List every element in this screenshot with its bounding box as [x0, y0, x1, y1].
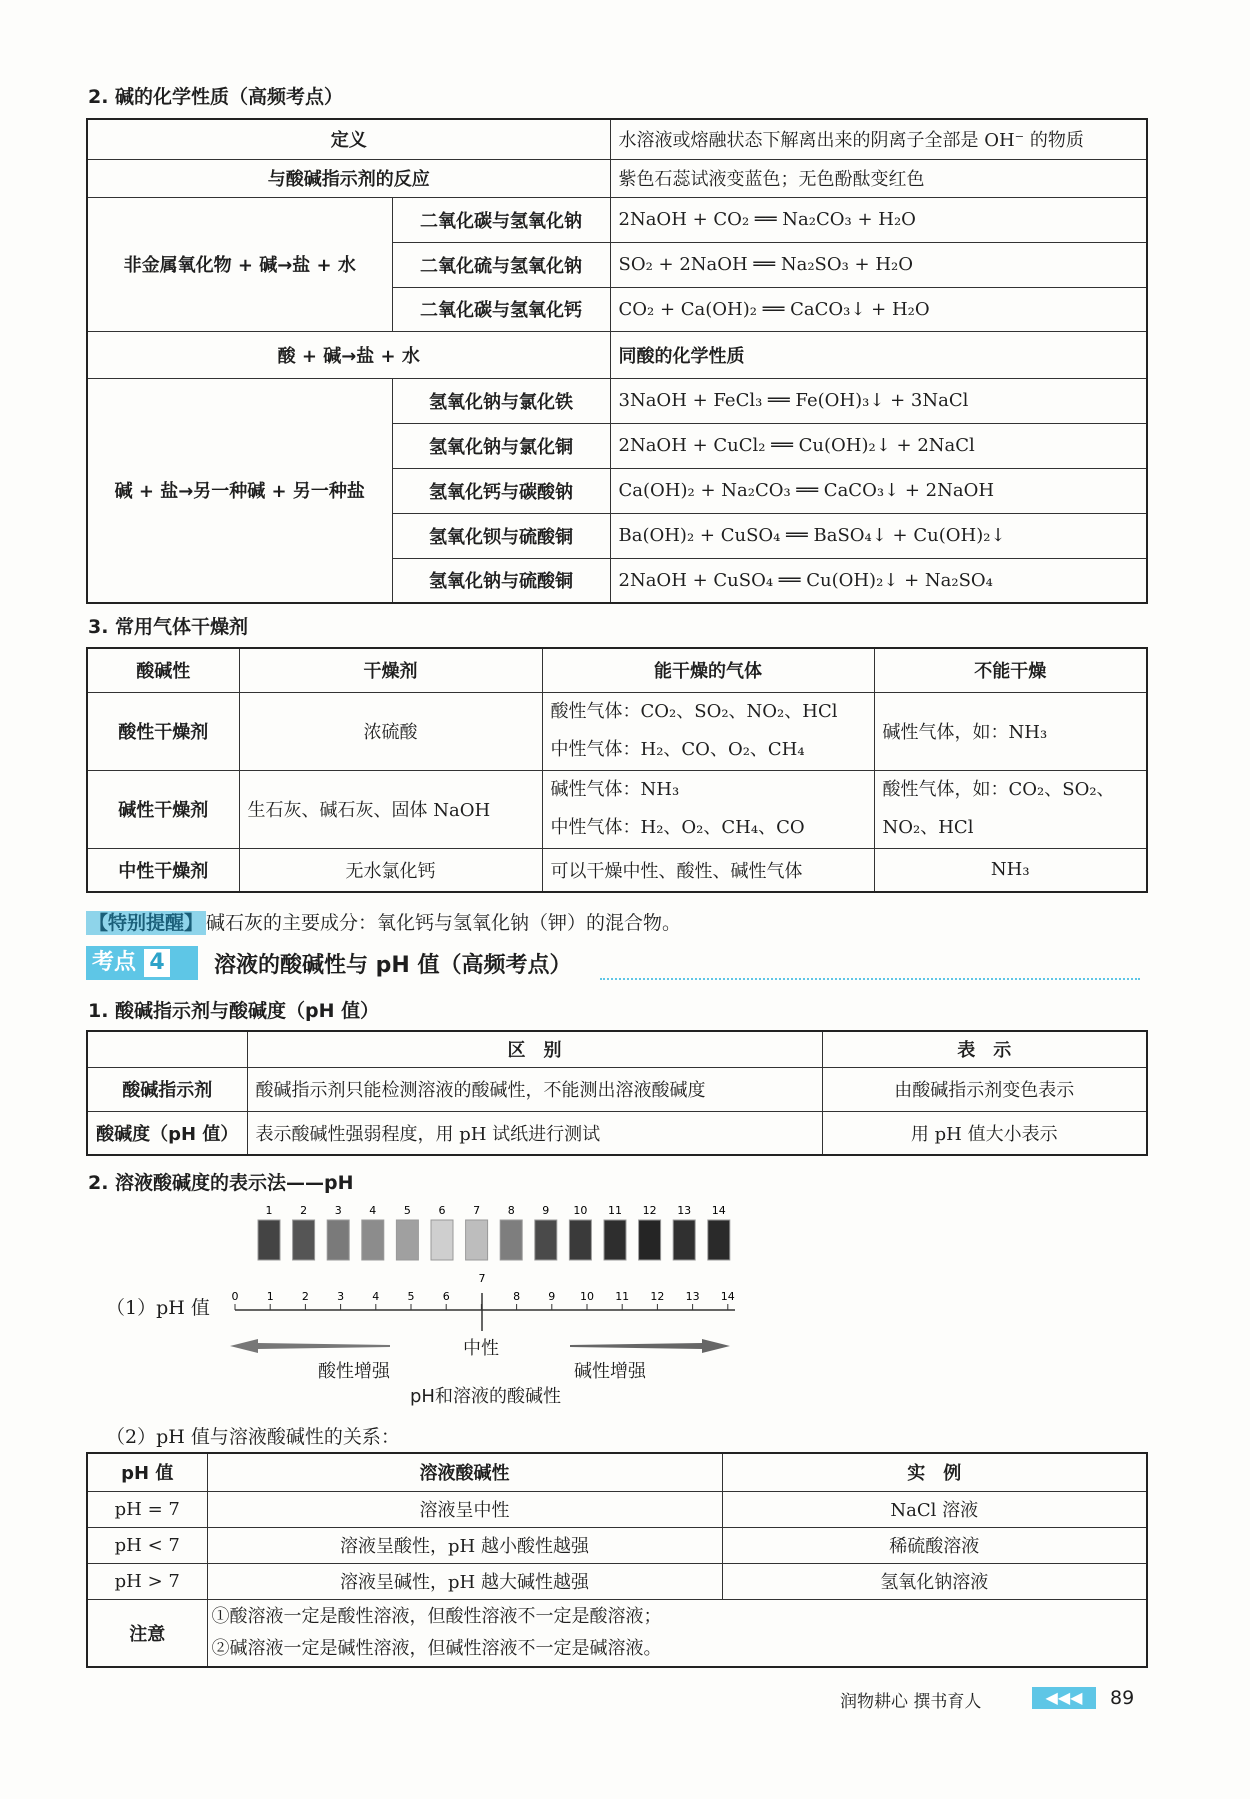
- header-cell: 溶液酸碱性: [207, 1453, 722, 1491]
- scale-tick-label: 12: [650, 1290, 665, 1303]
- drying-agent-table: [86, 647, 1148, 893]
- base-arrow: [570, 1339, 730, 1353]
- reaction-equation: 2NaOH + CuCl₂ ══ Cu(OH)₂↓ + 2NaCl: [610, 423, 1147, 468]
- scale-tick-label: 9: [548, 1290, 556, 1303]
- header-cell: 实 例: [722, 1453, 1147, 1491]
- scale-tick-label: 1: [266, 1290, 274, 1303]
- reaction-name: 二氧化硫与氢氧化钠: [392, 242, 610, 287]
- special-note: [86, 908, 681, 935]
- ph-strip-number: 6: [438, 1204, 446, 1217]
- indicator-value: 紫色石蕊试液变蓝色；无色酚酞变红色: [610, 159, 1147, 197]
- ph-strip-swatch: [639, 1220, 661, 1260]
- reaction-name: 氢氧化钡与硫酸铜: [392, 513, 610, 558]
- reaction-equation: 3NaOH + FeCl₃ ══ Fe(OH)₃↓ + 3NaCl: [610, 378, 1147, 423]
- base-label: 碱性增强: [574, 1361, 646, 1382]
- reaction-equation: 2NaOH + CO₂ ══ Na₂CO₃ + H₂O: [610, 197, 1147, 242]
- ph-strip-swatch: [396, 1220, 418, 1260]
- ph-strip-number: 7: [473, 1204, 481, 1217]
- kaodian-badge: [86, 946, 198, 980]
- scale-tick-label: 13: [685, 1290, 700, 1303]
- ph-value: pH < 7: [87, 1527, 207, 1563]
- reaction-name: 氢氧化钠与氯化铁: [392, 378, 610, 423]
- definition-label: 定义: [87, 119, 610, 159]
- scale-tick-label: 10: [580, 1290, 594, 1303]
- reaction-name: 二氧化碳与氢氧化钙: [392, 287, 610, 331]
- indicator-row-diff: 表示酸碱性强弱程度，用 pH 试纸进行测试: [247, 1111, 822, 1155]
- cannot-dry: NH₃: [874, 848, 1147, 892]
- footer-arrows-icon: ◀◀◀: [1032, 1687, 1096, 1709]
- acid-label: 酸性增强: [318, 1361, 390, 1382]
- acid-base-label: 酸 + 碱→盐 + 水: [87, 331, 610, 378]
- ph-example: 氢氧化钠溶液: [722, 1563, 1147, 1599]
- reaction-equation: SO₂ + 2NaOH ══ Na₂SO₃ + H₂O: [610, 242, 1147, 287]
- base-properties-table: [86, 118, 1148, 604]
- note-text: 碱石灰的主要成分：氧化钙与氢氧化钠（钾）的混合物。: [206, 912, 682, 934]
- indicator-row-show: 用 pH 值大小表示: [822, 1111, 1147, 1155]
- ph-scale-label: （1）pH 值: [106, 1297, 210, 1319]
- reaction-equation: 2NaOH + CuSO₄ ══ Cu(OH)₂↓ + Na₂SO₄: [610, 558, 1147, 603]
- dry-type: 酸性干燥剂: [87, 692, 239, 770]
- ph-relation-title: （2）pH 值与溶液酸碱性的关系：: [106, 1426, 400, 1448]
- ph-strip-swatch: [708, 1220, 730, 1260]
- ph-section-1-title: 1. 酸碱指示剂与酸碱度（pH 值）: [88, 1000, 380, 1022]
- kaodian-number: 4: [144, 949, 170, 977]
- nonmetal-group-label: 非金属氧化物 + 碱→盐 + 水: [87, 197, 392, 331]
- ph-strip-swatch: [293, 1220, 315, 1260]
- indicator-row-name: 酸碱度（pH 值）: [87, 1111, 247, 1155]
- ph-property: 溶液呈中性: [207, 1491, 722, 1527]
- ph-strip-swatch: [500, 1220, 522, 1260]
- footer-motto: 润物耕心 撰书育人: [840, 1692, 982, 1712]
- section-3-title: 3. 常用气体干燥剂: [88, 616, 249, 638]
- ph-property: 溶液呈酸性，pH 越小酸性越强: [207, 1527, 722, 1563]
- section-2-title: 2. 碱的化学性质（高频考点）: [88, 86, 344, 108]
- dry-agent: 浓硫酸: [239, 692, 542, 770]
- acid-arrow: [230, 1339, 390, 1353]
- scale-tick-label: 11: [615, 1290, 630, 1303]
- header-cell: 区 别: [247, 1031, 822, 1067]
- note-line: ①酸溶液一定是酸性溶液，但酸性溶液不一定是酸溶液；: [211, 1605, 662, 1627]
- ph-figure-caption: pH和溶液的酸碱性: [410, 1386, 561, 1407]
- scale-tick-label: 8: [513, 1290, 521, 1303]
- scale-tick-label: 3: [337, 1290, 345, 1303]
- ph-strip-swatch: [466, 1220, 488, 1260]
- header-cell: 酸碱性: [87, 648, 239, 692]
- reaction-name: 氢氧化钠与氯化铜: [392, 423, 610, 468]
- ph-strip-number: 9: [542, 1204, 550, 1217]
- header-cell: pH 值: [87, 1453, 207, 1491]
- ph-section-2-title: 2. 溶液酸碱度的表示法——pH: [88, 1172, 354, 1194]
- indicator-table: [86, 1030, 1148, 1156]
- dry-type: 中性干燥剂: [87, 848, 239, 892]
- reaction-equation: Ba(OH)₂ + CuSO₄ ══ BaSO₄↓ + Cu(OH)₂↓: [610, 513, 1147, 558]
- salt-group-label: 碱 + 盐→另一种碱 + 另一种盐: [87, 378, 392, 603]
- note-tag: 【特别提醒】: [86, 911, 206, 935]
- can-dry-line: 碱性气体：NH₃: [550, 779, 680, 800]
- ph-strip-number: 10: [573, 1204, 588, 1217]
- ph-strip-swatch: [258, 1220, 280, 1260]
- scale-tick-label: 4: [372, 1290, 380, 1303]
- ph-strip-swatch: [673, 1220, 695, 1260]
- scale-tick-label: 14: [720, 1290, 735, 1303]
- reaction-name: 氢氧化钙与碳酸钠: [392, 468, 610, 513]
- dry-type: 碱性干燥剂: [87, 770, 239, 848]
- cannot-dry: 碱性气体，如：NH₃: [874, 692, 1147, 770]
- can-dry-line: 酸性气体：CO₂、SO₂、NO₂、HCl: [550, 701, 838, 722]
- can-dry-line: 可以干燥中性、酸性、碱性气体: [542, 848, 874, 892]
- ph-example: 稀硫酸溶液: [722, 1527, 1147, 1563]
- note-label: 注意: [87, 1599, 207, 1667]
- indicator-row-diff: 酸碱指示剂只能检测溶液的酸碱性，不能测出溶液酸碱度: [247, 1067, 822, 1111]
- header-cell: 干燥剂: [239, 648, 542, 692]
- kaodian-label: 考点: [92, 950, 137, 975]
- scale-tick-label: 0: [231, 1290, 239, 1303]
- ph-strip-number: 5: [403, 1204, 411, 1217]
- definition-value: 水溶液或熔融状态下解离出来的阴离子全部是 OH⁻ 的物质: [610, 119, 1147, 159]
- ph-strip-number: 3: [334, 1204, 342, 1217]
- ph-example: NaCl 溶液: [722, 1491, 1147, 1527]
- ph-strip-number: 8: [507, 1204, 515, 1217]
- ph-strip-swatch: [362, 1220, 384, 1260]
- header-cell: 表 示: [822, 1031, 1147, 1067]
- scale-tick-label: 2: [301, 1290, 309, 1303]
- header-cell: [87, 1031, 247, 1067]
- ph-value: pH = 7: [87, 1491, 207, 1527]
- ph-strip-number: 13: [677, 1204, 692, 1217]
- divider-dotted: [600, 978, 1140, 980]
- can-dry-line: 中性气体：H₂、O₂、CH₄、CO: [550, 817, 805, 838]
- header-cell: 不能干燥: [874, 648, 1147, 692]
- indicator-row-name: 酸碱指示剂: [87, 1067, 247, 1111]
- ph-strip-number: 4: [369, 1204, 377, 1217]
- ph-strip-swatch: [569, 1220, 591, 1260]
- cannot-dry-line: NO₂、HCl: [882, 817, 974, 838]
- dry-agent: 无水氯化钙: [239, 848, 542, 892]
- ph-value: pH > 7: [87, 1563, 207, 1599]
- reaction-equation: CO₂ + Ca(OH)₂ ══ CaCO₃↓ + H₂O: [610, 287, 1147, 331]
- ph-strip-swatch: [431, 1220, 453, 1260]
- acid-base-value: 同酸的化学性质: [610, 331, 1147, 378]
- ph-strip-number: 14: [711, 1204, 726, 1217]
- reaction-equation: Ca(OH)₂ + Na₂CO₃ ══ CaCO₃↓ + 2NaOH: [610, 468, 1147, 513]
- page-number: 89: [1110, 1687, 1135, 1709]
- indicator-row-show: 由酸碱指示剂变色表示: [822, 1067, 1147, 1111]
- ph-property: 溶液呈碱性，pH 越大碱性越强: [207, 1563, 722, 1599]
- ph-strip-number: 12: [642, 1204, 657, 1217]
- indicator-label: 与酸碱指示剂的反应: [87, 159, 610, 197]
- scale-tick-label: 7: [478, 1272, 486, 1285]
- ph-strip-swatch: [535, 1220, 557, 1260]
- ph-strip-number: 1: [265, 1204, 273, 1217]
- can-dry-line: 中性气体：H₂、CO、O₂、CH₄: [550, 739, 805, 760]
- note-line: ②碱溶液一定是碱性溶液，但碱性溶液不一定是碱溶液。: [211, 1637, 662, 1659]
- ph-strip-number: 2: [300, 1204, 308, 1217]
- reaction-name: 二氧化碳与氢氧化钠: [392, 197, 610, 242]
- dry-agent: 生石灰、碱石灰、固体 NaOH: [239, 770, 542, 848]
- ph-relation-table: [86, 1452, 1148, 1668]
- scale-tick-label: 5: [407, 1290, 415, 1303]
- ph-strip-swatch: [604, 1220, 626, 1260]
- header-cell: 能干燥的气体: [542, 648, 874, 692]
- scale-tick-label: 6: [442, 1290, 450, 1303]
- ph-strip-number: 11: [608, 1204, 622, 1217]
- cannot-dry-line: 酸性气体，如：CO₂、SO₂、: [882, 779, 1115, 800]
- ph-strip-swatch: [327, 1220, 349, 1260]
- reaction-name: 氢氧化钠与硫酸铜: [392, 558, 610, 603]
- kaodian-title: 溶液的酸碱性与 pH 值（高频考点）: [214, 953, 572, 978]
- neutral-label: 中性: [463, 1338, 499, 1359]
